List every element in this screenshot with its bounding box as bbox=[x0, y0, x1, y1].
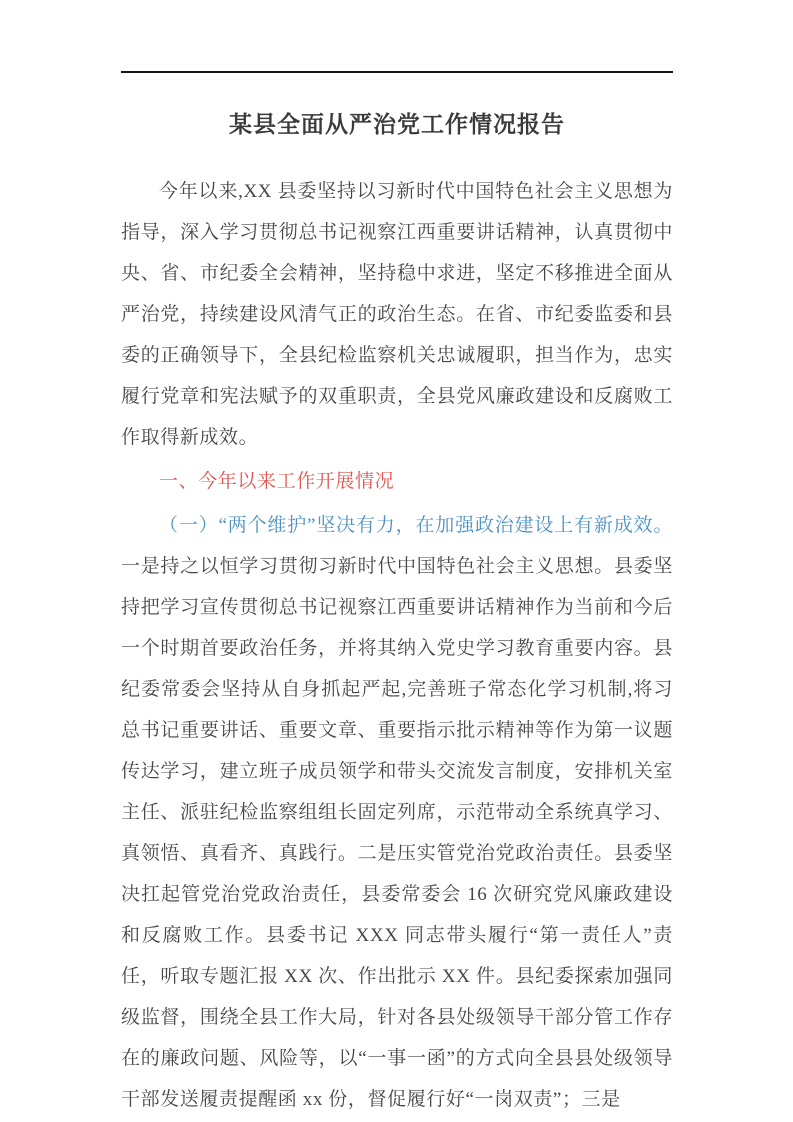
header-rule bbox=[121, 71, 673, 73]
subsection-paragraph bbox=[121, 505, 673, 1120]
document-title: 某县全面从严治党工作情况报告 bbox=[229, 112, 565, 137]
document-body bbox=[121, 171, 673, 1120]
intro-paragraph: 今年以来,XX 县委坚持以习新时代中国特色社会主义思想为指导，深入学习贯彻总书记视察江西重要讲话精神，认真贯彻中央、省、市纪委全会精神，坚持稳中求进，坚定不移推进全面从严治党，持续建设风清气正的政治生态。在省、市纪委监委和县委的正确领导下，全县纪检监察机关忠诚履职，担当作为，忠实履行党章和宪法赋予的双重职责，全县党风廉政建设和反腐败工作取得新成效。 bbox=[121, 181, 673, 448]
document-content bbox=[121, 0, 673, 1120]
subsection-body-text: 一是持之以恒学习贯彻习新时代中国特色社会主义思想。县委坚持把学习宣传贯彻总书记视察江西重要讲话精神作为当前和今后一个时期首要政治任务，并将其纳入党史学习教育重要内容。县纪委常委会坚持从自身抓起严起,完善班子常态化学习机制,将习总书记重要讲话、重要文章、重要指示批示精神等作为第一议题传达学习，建立班子成员领学和带头交流发言制度，安排机关室主任、派驻纪检监察组组长固定列席，示范带动全系统真学习、真领悟、真看齐、真践行。二是压实管党治党政治责任。县委坚决扛起管党治党政治责任，县委常委会 16 次研究党风廉政建设和反腐败工作。县委书记 XXX 同志带头履行“第一责任人”责任，听取专题汇报 XX 次、作出批示 XX 件。县纪委探索加强同级监督，围绕全县工作大局，针对各县处级领导干部分管工作存在的廉政问题、风险等，以“一事一函”的方式向全县县处级领导干部发送履责提醒函 xx 份，督促履行好“一岗双责”；三是 bbox=[121, 556, 673, 1110]
subsection-lead: （一）“两个维护”坚决有力，在加强政治建设上有新成效。 bbox=[159, 515, 673, 536]
section-heading: 一、今年以来工作开展情况 bbox=[159, 471, 395, 492]
